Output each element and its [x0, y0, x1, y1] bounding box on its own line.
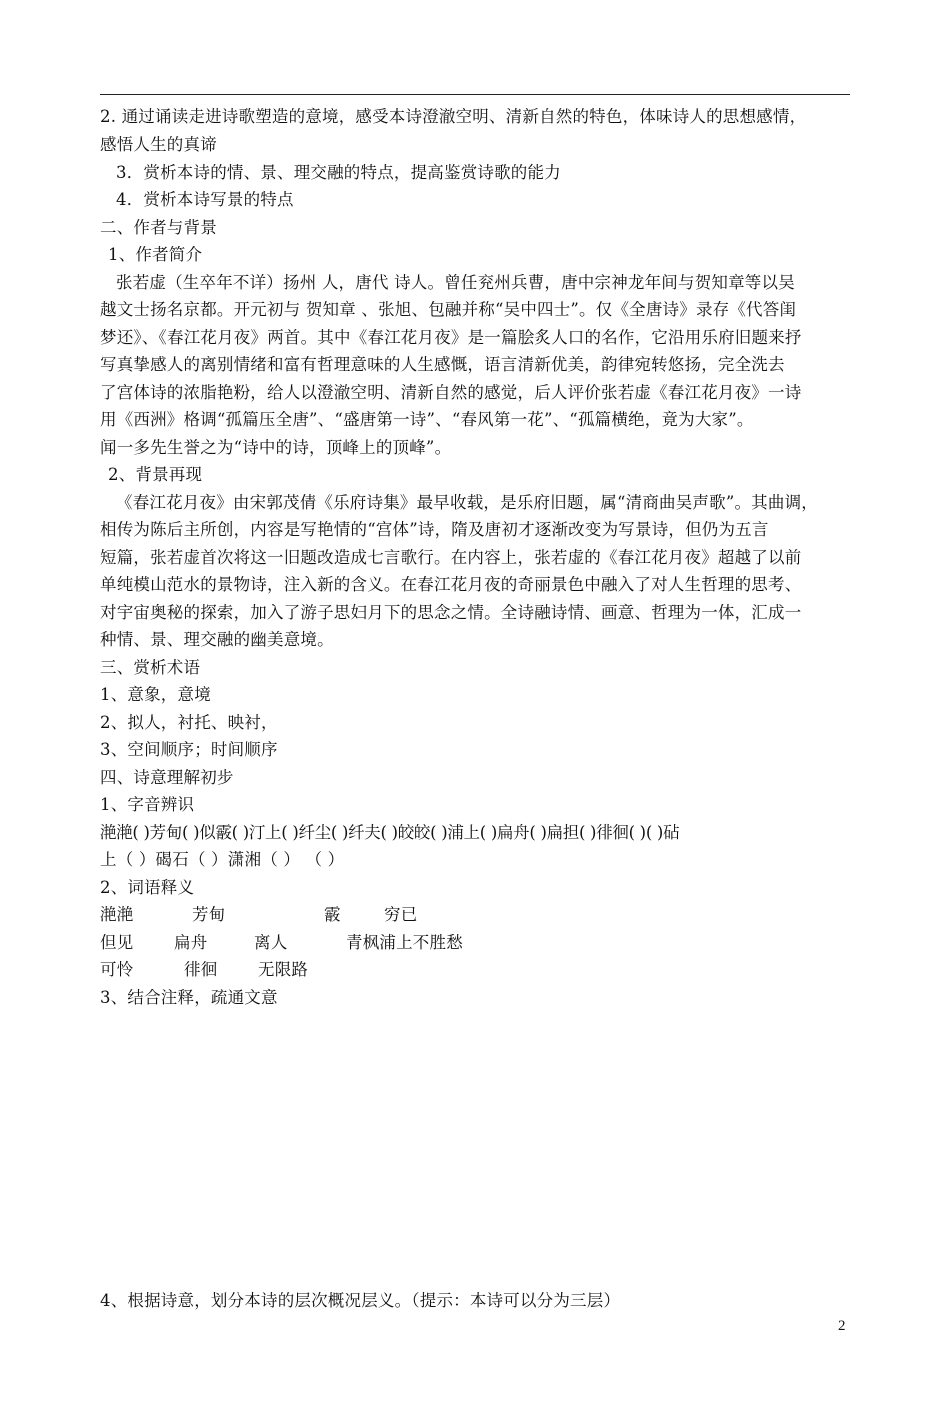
author-intro-heading: 1、作者简介	[108, 245, 203, 264]
header-rule	[100, 94, 850, 95]
author-paragraph-line: 闻一多先生誉之为“诗中的诗，顶峰上的顶峰”。	[100, 438, 452, 457]
vocab-term: 滟滟	[100, 905, 134, 924]
author-paragraph-line: 越文士扬名京都。开元初与 贺知章 、张旭、包融并称“吴中四士”。仅《全唐诗》录存《代答闺	[100, 300, 797, 319]
vocab-term: 可怜	[100, 960, 134, 979]
vocab-term: 但见	[100, 933, 134, 952]
vocab-term: 扁舟	[174, 933, 208, 952]
objective-4: 4．赏析本诗写景的特点	[116, 190, 294, 209]
author-paragraph-line: 张若虚（生卒年不详）扬州 人，唐代 诗人。曾任兖州兵曹，唐中宗神龙年间与贺知章等以吴	[116, 273, 795, 292]
background-heading: 2、背景再现	[108, 465, 203, 484]
pronunciation-exercise-line-1: 滟滟( )芳甸( )似霰( )汀上( )纤尘( )纤夫( )皎皎( )浦上( )扁舟( )扁担( )徘徊( )( )砧	[100, 823, 680, 842]
vocabulary-row	[100, 904, 850, 926]
vocab-term: 芳甸	[192, 905, 226, 924]
background-paragraph-line: 对宇宙奥秘的探索，加入了游子思妇月下的思念之情。全诗融诗情、画意、哲理为一体，汇成一	[100, 603, 802, 622]
pronunciation-exercise-line-2: 上（ ）碣石（ ）潇湘（ ） （ ）	[100, 850, 345, 869]
background-paragraph-line: 《春江花月夜》由宋郭茂倩《乐府诗集》最早收载，是乐府旧题，属“清商曲吴声歌”。其曲调，	[116, 493, 818, 512]
term-item: 1、意象，意境	[100, 685, 211, 704]
vocabulary-row	[100, 959, 850, 981]
objective-2-line-1: 2. 通过诵读走进诗歌塑造的意境，感受本诗澄澈空明、清新自然的特色，体味诗人的思想感情，	[100, 107, 807, 126]
vocab-term: 离人	[254, 933, 288, 952]
background-paragraph-line: 相传为陈后主所创，内容是写艳情的“宫体”诗，隋及唐初才逐渐改变为写景诗，但仍为五言	[100, 520, 769, 539]
vocabulary-heading: 2、词语释义	[100, 878, 195, 897]
vocab-term: 霰	[324, 905, 341, 924]
term-item: 2、拟人，衬托、映衬，	[100, 713, 278, 732]
page-number: 2	[838, 1318, 846, 1334]
author-paragraph-line: 梦还》、《春江花月夜》两首。其中《春江花月夜》是一篇脍炙人口的名作，它沿用乐府旧题来抒	[100, 328, 802, 347]
author-paragraph-line: 用《西洲》格调“孤篇压全唐”、“盛唐第一诗”、“春风第一花”、“孤篇横绝，竟为大家”。	[100, 410, 754, 429]
author-paragraph-line: 了宫体诗的浓脂艳粉，给人以澄澈空明、清新自然的感觉，后人评价张若虚《春江花月夜》一诗	[100, 383, 802, 402]
vocab-term: 无限路	[258, 960, 309, 979]
vocab-term: 穷已	[384, 905, 418, 924]
section-3-heading: 三、赏析术语	[100, 658, 201, 677]
vocab-term: 徘徊	[184, 960, 218, 979]
background-paragraph-line: 短篇，张若虚首次将这一旧题改造成七言歌行。在内容上，张若虚的《春江花月夜》超越了以前	[100, 548, 802, 567]
objective-2-line-2: 感悟人生的真谛	[100, 135, 217, 154]
section-2-heading: 二、作者与背景	[100, 218, 217, 237]
background-paragraph-line: 种情、景、理交融的幽美意境。	[100, 630, 334, 649]
author-paragraph-line: 写真挚感人的离别情绪和富有哲理意味的人生感慨，语言清新优美，韵律宛转悠扬，完全洗去	[100, 355, 785, 374]
section-4-heading: 四、诗意理解初步	[100, 768, 234, 787]
layers-question: 4、根据诗意，划分本诗的层次概况层义。（提示：本诗可以分为三层）	[100, 1291, 621, 1310]
vocabulary-row	[100, 932, 850, 954]
vocab-term: 青枫浦上不胜愁	[346, 933, 463, 952]
pronunciation-heading: 1、字音辨识	[100, 795, 195, 814]
background-paragraph-line: 单纯模山范水的景物诗，注入新的含义。在春江花月夜的奇丽景色中融入了对人生哲理的思考、	[100, 575, 802, 594]
objective-3: 3．赏析本诗的情、景、理交融的特点，提高鉴赏诗歌的能力	[116, 163, 561, 182]
annotation-heading: 3、结合注释，疏通文意	[100, 988, 278, 1007]
term-item: 3、空间顺序；时间顺序	[100, 740, 278, 759]
